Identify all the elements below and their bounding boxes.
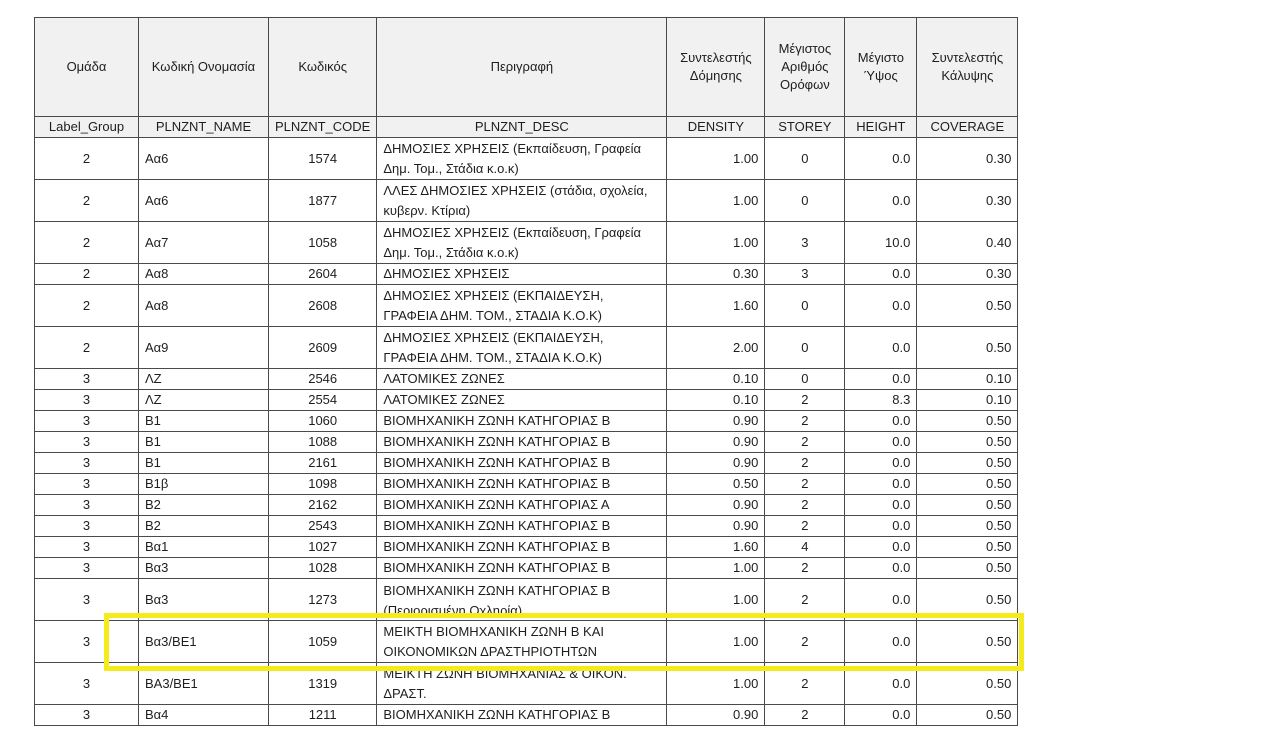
- cell-height: 0.0: [845, 264, 917, 285]
- cell-density: 0.90: [667, 516, 765, 537]
- cell-storey: 2: [765, 390, 845, 411]
- cell-group: 2: [35, 222, 139, 264]
- table-row: [35, 222, 1018, 264]
- cell-storey: 2: [765, 411, 845, 432]
- cell-height: 0.0: [845, 411, 917, 432]
- cell-code: 2609: [269, 327, 377, 369]
- cell-desc: ΜΕΙΚΤΗ ΒΙΟΜΗΧΑΝΙΚΗ ΖΩΝΗ Β ΚΑΙ ΟΙΚΟΝΟΜΙΚΩΝ ΔΡΑΣΤΗΡΙΟΤΗΤΩΝ: [377, 621, 667, 663]
- field-storey: STOREY: [765, 117, 845, 138]
- cell-coverage: 0.50: [917, 558, 1018, 579]
- table-row: [35, 453, 1018, 474]
- field-density: DENSITY: [667, 117, 765, 138]
- cell-height: 0.0: [845, 558, 917, 579]
- cell-density: 0.90: [667, 705, 765, 726]
- header-group: Ομάδα: [35, 18, 139, 117]
- zoning-table: [34, 17, 1018, 726]
- cell-desc: ΔΗΜΟΣΙΕΣ ΧΡΗΣΕΙΣ (Εκπαίδευση, Γραφεία Δημ. Τομ., Στάδια κ.ο.κ): [377, 222, 667, 264]
- cell-density: 1.00: [667, 138, 765, 180]
- cell-group: 2: [35, 327, 139, 369]
- cell-name: ΛΖ: [139, 390, 269, 411]
- table-row-highlighted: [35, 621, 1018, 663]
- cell-coverage: 0.10: [917, 390, 1018, 411]
- table-row: [35, 558, 1018, 579]
- cell-coverage: 0.30: [917, 138, 1018, 180]
- table-row: [35, 516, 1018, 537]
- cell-density: 1.00: [667, 621, 765, 663]
- cell-code: 1059: [269, 621, 377, 663]
- cell-desc: ΒΙΟΜΗΧΑΝΙΚΗ ΖΩΝΗ ΚΑΤΗΓΟΡΙΑΣ Β: [377, 558, 667, 579]
- table-row: [35, 390, 1018, 411]
- cell-height: 0.0: [845, 453, 917, 474]
- cell-group: 2: [35, 180, 139, 222]
- table-row: [35, 495, 1018, 516]
- cell-name: Βα4: [139, 705, 269, 726]
- header-desc: Περιγραφή: [377, 18, 667, 117]
- cell-height: 0.0: [845, 579, 917, 621]
- cell-height: 0.0: [845, 327, 917, 369]
- cell-code: 2543: [269, 516, 377, 537]
- cell-desc: [377, 579, 667, 621]
- cell-coverage: 0.50: [917, 516, 1018, 537]
- cell-code: 1098: [269, 474, 377, 495]
- cell-name: Βα3: [139, 579, 269, 621]
- cell-desc: ΒΙΟΜΗΧΑΝΙΚΗ ΖΩΝΗ ΚΑΤΗΓΟΡΙΑΣ Β: [377, 474, 667, 495]
- cell-coverage: 0.50: [917, 285, 1018, 327]
- cell-group: 3: [35, 621, 139, 663]
- field-coverage: COVERAGE: [917, 117, 1018, 138]
- cell-group: 3: [35, 495, 139, 516]
- cell-code: 2162: [269, 495, 377, 516]
- cell-density: 0.90: [667, 495, 765, 516]
- cell-height: 0.0: [845, 516, 917, 537]
- table-row: [35, 285, 1018, 327]
- cell-code: 1877: [269, 180, 377, 222]
- cell-coverage: 0.30: [917, 180, 1018, 222]
- cell-desc: ΔΗΜΟΣΙΕΣ ΧΡΗΣΕΙΣ (ΕΚΠΑΙΔΕΥΣΗ, ΓΡΑΦΕΙΑ ΔΗΜ. ΤΟΜ., ΣΤΑΔΙΑ Κ.Ο.Κ): [377, 327, 667, 369]
- cell-name: Αα8: [139, 264, 269, 285]
- cell-storey: 4: [765, 537, 845, 558]
- header-storey: Μέγιστος Αριθμός Ορόφων: [765, 18, 845, 117]
- cell-storey: 2: [765, 705, 845, 726]
- cell-group: 3: [35, 390, 139, 411]
- field-name: PLNZNT_NAME: [139, 117, 269, 138]
- cell-code: 1060: [269, 411, 377, 432]
- cell-name: Βα3: [139, 558, 269, 579]
- cell-desc: ΒΙΟΜΗΧΑΝΙΚΗ ΖΩΝΗ ΚΑΤΗΓΟΡΙΑΣ Β: [377, 516, 667, 537]
- header-height: Μέγιστο Ύψος: [845, 18, 917, 117]
- field-code: PLNZNT_CODE: [269, 117, 377, 138]
- cell-name: Βα1: [139, 537, 269, 558]
- cell-storey: 2: [765, 432, 845, 453]
- cell-coverage: 0.50: [917, 621, 1018, 663]
- cell-storey: 2: [765, 558, 845, 579]
- cell-group: 3: [35, 453, 139, 474]
- header-name: Κωδική Ονομασία: [139, 18, 269, 117]
- cell-coverage: 0.30: [917, 264, 1018, 285]
- cell-code: 1273: [269, 579, 377, 621]
- cell-name: Β1: [139, 411, 269, 432]
- cell-coverage: 0.50: [917, 537, 1018, 558]
- cell-storey: 0: [765, 180, 845, 222]
- header-row-greek: [35, 18, 1018, 117]
- cell-name: Β2: [139, 516, 269, 537]
- cell-density: 1.60: [667, 537, 765, 558]
- cell-density: 2.00: [667, 327, 765, 369]
- cell-desc: ΛΛΕΣ ΔΗΜΟΣΙΕΣ ΧΡΗΣΕΙΣ (στάδια, σχολεία, κυβερν. Κτίρια): [377, 180, 667, 222]
- table-body: [35, 138, 1018, 726]
- cell-density: 0.10: [667, 369, 765, 390]
- cell-name: Β1: [139, 453, 269, 474]
- cell-desc: ΒΙΟΜΗΧΑΝΙΚΗ ΖΩΝΗ ΚΑΤΗΓΟΡΙΑΣ Β: [377, 411, 667, 432]
- cell-desc: ΛΑΤΟΜΙΚΕΣ ΖΩΝΕΣ: [377, 369, 667, 390]
- cell-height: 8.3: [845, 390, 917, 411]
- cell-desc: ΒΙΟΜΗΧΑΝΙΚΗ ΖΩΝΗ ΚΑΤΗΓΟΡΙΑΣ Β: [377, 705, 667, 726]
- cell-name: Αα6: [139, 138, 269, 180]
- cell-name: Αα7: [139, 222, 269, 264]
- cell-density: 0.90: [667, 453, 765, 474]
- field-group: Label_Group: [35, 117, 139, 138]
- cell-name: Αα8: [139, 285, 269, 327]
- cell-storey: 2: [765, 495, 845, 516]
- cell-name: Αα6: [139, 180, 269, 222]
- cell-density: 0.10: [667, 390, 765, 411]
- cell-storey: 0: [765, 138, 845, 180]
- cell-group: 3: [35, 705, 139, 726]
- header-density: Συντελεστής Δόμησης: [667, 18, 765, 117]
- header-coverage: Συντελεστής Κάλυψης: [917, 18, 1018, 117]
- table-row: [35, 327, 1018, 369]
- table-row: [35, 138, 1018, 180]
- cell-height: 10.0: [845, 222, 917, 264]
- cell-group: 3: [35, 579, 139, 621]
- header-code: Κωδικός: [269, 18, 377, 117]
- cell-code: 1574: [269, 138, 377, 180]
- cell-desc: ΔΗΜΟΣΙΕΣ ΧΡΗΣΕΙΣ (Εκπαίδευση, Γραφεία Δημ. Τομ., Στάδια κ.ο.κ): [377, 138, 667, 180]
- cell-density: 1.60: [667, 285, 765, 327]
- table-row: [35, 474, 1018, 495]
- cell-coverage: 0.50: [917, 705, 1018, 726]
- table-row: [35, 537, 1018, 558]
- cell-code: 1088: [269, 432, 377, 453]
- cell-group: 2: [35, 138, 139, 180]
- cell-desc: ΔΗΜΟΣΙΕΣ ΧΡΗΣΕΙΣ: [377, 264, 667, 285]
- table-row: [35, 180, 1018, 222]
- table-row: [35, 264, 1018, 285]
- cell-height: 0.0: [845, 285, 917, 327]
- cell-code: 1319: [269, 663, 377, 705]
- cell-height: 0.0: [845, 663, 917, 705]
- cell-storey: 3: [765, 222, 845, 264]
- field-desc: PLNZNT_DESC: [377, 117, 667, 138]
- cell-name: Βα3/ΒΕ1: [139, 621, 269, 663]
- cell-group: 3: [35, 369, 139, 390]
- cell-group: 3: [35, 411, 139, 432]
- cell-coverage: 0.50: [917, 474, 1018, 495]
- cell-code: 1028: [269, 558, 377, 579]
- cell-name: Β2: [139, 495, 269, 516]
- cell-group: 3: [35, 474, 139, 495]
- field-height: HEIGHT: [845, 117, 917, 138]
- cell-name: ΒΑ3/ΒΕ1: [139, 663, 269, 705]
- cell-density: 1.00: [667, 558, 765, 579]
- table-row: [35, 579, 1018, 621]
- cell-code: 1058: [269, 222, 377, 264]
- cell-desc: ΒΙΟΜΗΧΑΝΙΚΗ ΖΩΝΗ ΚΑΤΗΓΟΡΙΑΣ Α: [377, 495, 667, 516]
- cell-density: 0.30: [667, 264, 765, 285]
- cell-height: 0.0: [845, 180, 917, 222]
- cell-storey: 0: [765, 369, 845, 390]
- cell-storey: 2: [765, 579, 845, 621]
- cell-code: 2554: [269, 390, 377, 411]
- cell-coverage: 0.50: [917, 411, 1018, 432]
- cell-name: Β1: [139, 432, 269, 453]
- table-row: [35, 705, 1018, 726]
- table-row: [35, 663, 1018, 705]
- cell-code: 2161: [269, 453, 377, 474]
- cell-group: 2: [35, 264, 139, 285]
- table-row: [35, 411, 1018, 432]
- cell-coverage: 0.50: [917, 579, 1018, 621]
- header-row-field: [35, 117, 1018, 138]
- cell-code: 1211: [269, 705, 377, 726]
- cell-density: 1.00: [667, 180, 765, 222]
- cell-desc-text: ΒΙΟΜΗΧΑΝΙΚΗ ΖΩΝΗ ΚΑΤΗΓΟΡΙΑΣ Β (Περιορισμένη Οχληρία): [383, 582, 611, 618]
- cell-group: 3: [35, 663, 139, 705]
- cell-density: 0.90: [667, 411, 765, 432]
- cell-desc: ΒΙΟΜΗΧΑΝΙΚΗ ΖΩΝΗ ΚΑΤΗΓΟΡΙΑΣ Β: [377, 453, 667, 474]
- cell-height: 0.0: [845, 369, 917, 390]
- cell-coverage: 0.40: [917, 222, 1018, 264]
- cell-density: 1.00: [667, 663, 765, 705]
- cell-storey: 2: [765, 453, 845, 474]
- cell-storey: 2: [765, 474, 845, 495]
- cell-coverage: 0.10: [917, 369, 1018, 390]
- cell-desc: ΒΙΟΜΗΧΑΝΙΚΗ ΖΩΝΗ ΚΑΤΗΓΟΡΙΑΣ Β: [377, 537, 667, 558]
- cell-height: 0.0: [845, 495, 917, 516]
- cell-desc: ΛΑΤΟΜΙΚΕΣ ΖΩΝΕΣ: [377, 390, 667, 411]
- cell-storey: 2: [765, 663, 845, 705]
- cell-code: 1027: [269, 537, 377, 558]
- cell-density: 1.00: [667, 222, 765, 264]
- cell-coverage: 0.50: [917, 327, 1018, 369]
- cell-code: 2546: [269, 369, 377, 390]
- cell-height: 0.0: [845, 474, 917, 495]
- cell-desc: ΜΕΙΚΤΗ ΖΩΝΗ ΒΙΟΜΗΧΑΝΙΑΣ & ΟΙΚΟΝ. ΔΡΑΣΤ.: [377, 663, 667, 705]
- cell-density: 1.00: [667, 579, 765, 621]
- cell-name: Β1β: [139, 474, 269, 495]
- cell-storey: 2: [765, 621, 845, 663]
- cell-storey: 0: [765, 285, 845, 327]
- cell-density: 0.50: [667, 474, 765, 495]
- table-row: [35, 432, 1018, 453]
- cell-coverage: 0.50: [917, 663, 1018, 705]
- cell-storey: 3: [765, 264, 845, 285]
- cell-height: 0.0: [845, 705, 917, 726]
- cell-storey: 0: [765, 327, 845, 369]
- cell-code: 2608: [269, 285, 377, 327]
- cell-group: 3: [35, 432, 139, 453]
- cell-desc: ΒΙΟΜΗΧΑΝΙΚΗ ΖΩΝΗ ΚΑΤΗΓΟΡΙΑΣ Β: [377, 432, 667, 453]
- cell-height: 0.0: [845, 537, 917, 558]
- cell-name: Αα9: [139, 327, 269, 369]
- cell-desc: ΔΗΜΟΣΙΕΣ ΧΡΗΣΕΙΣ (ΕΚΠΑΙΔΕΥΣΗ, ΓΡΑΦΕΙΑ ΔΗΜ. ΤΟΜ., ΣΤΑΔΙΑ Κ.Ο.Κ): [377, 285, 667, 327]
- cell-density: 0.90: [667, 432, 765, 453]
- cell-height: 0.0: [845, 138, 917, 180]
- cell-name: ΛΖ: [139, 369, 269, 390]
- cell-coverage: 0.50: [917, 432, 1018, 453]
- cell-group: 2: [35, 285, 139, 327]
- cell-coverage: 0.50: [917, 453, 1018, 474]
- cell-height: 0.0: [845, 621, 917, 663]
- cell-storey: 2: [765, 516, 845, 537]
- table-row: [35, 369, 1018, 390]
- cell-height: 0.0: [845, 432, 917, 453]
- cell-group: 3: [35, 558, 139, 579]
- cell-group: 3: [35, 537, 139, 558]
- cell-coverage: 0.50: [917, 495, 1018, 516]
- cell-group: 3: [35, 516, 139, 537]
- cell-code: 2604: [269, 264, 377, 285]
